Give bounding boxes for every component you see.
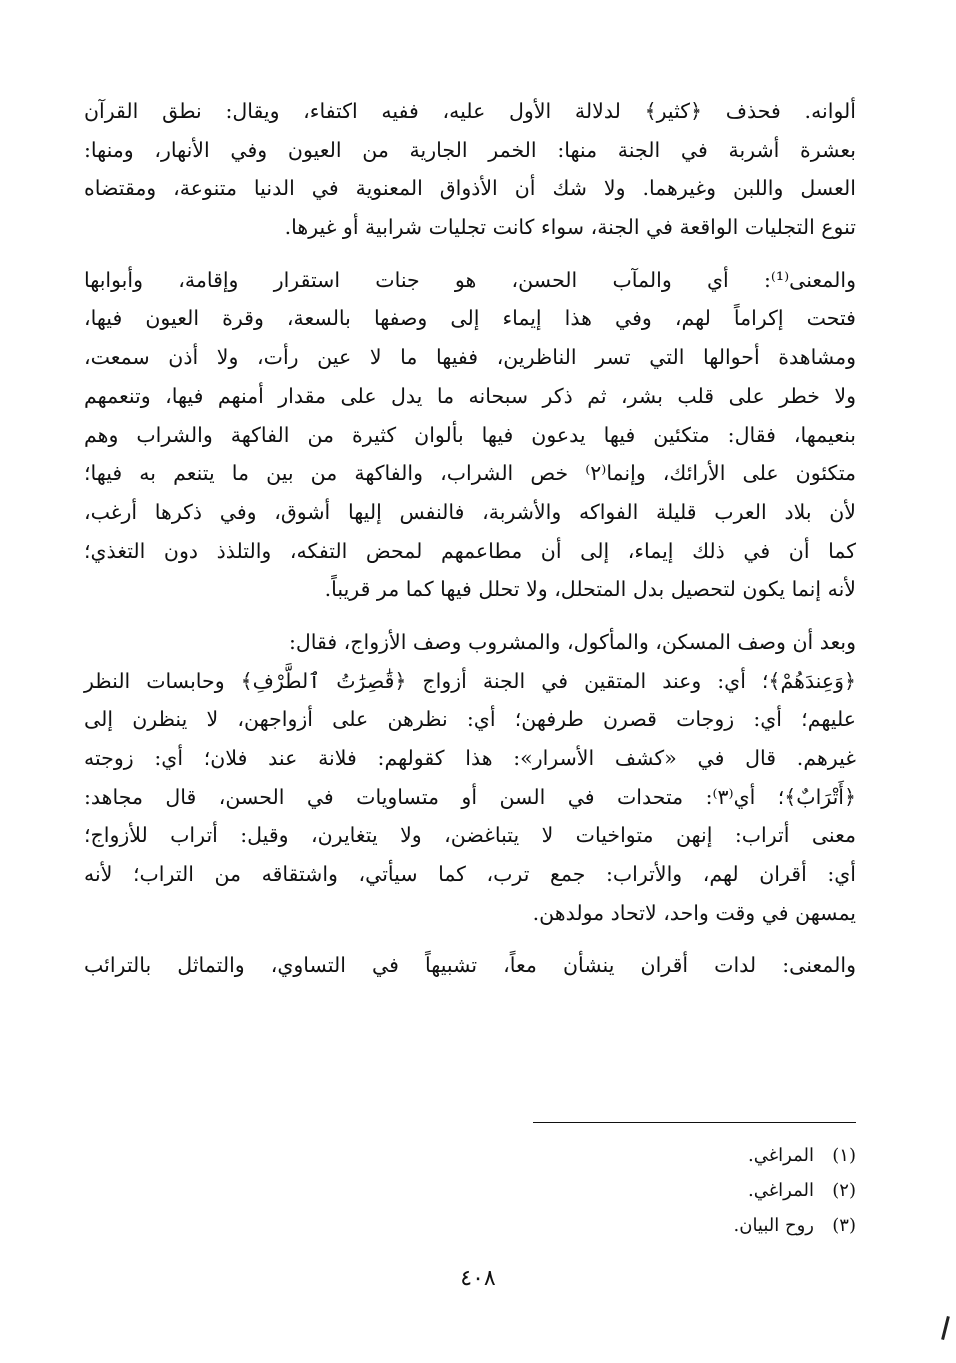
text-line: كما أن في ذلك إيماء، إلى أن مطاعمهم لمحض التفكه، والتلذذ دون التغذي؛ — [84, 538, 856, 563]
paragraph-4 — [84, 946, 856, 985]
text-line: وبعد أن وصف المسكن، والمأكول، والمشروب وصف الأزواج، فقال: — [288, 629, 856, 654]
footnote-text: روح البيان. — [733, 1215, 814, 1236]
text-line: ﴿وَعِندَهُمْ﴾؛ أي: وعند المتقين في الجنة أزواج ﴿قَٰصِرَٰتُ ٱلطَّرْفِ﴾ وحابسات النظر — [84, 668, 856, 693]
text-line: ألوانه. فحذف ﴿كثير﴾ لدلالة الأول عليه، ففيه اكتفاء، ويقال: نطق القرآن — [84, 99, 856, 123]
text-line: ولا خطر على قلب بشر، ثم ذكر سبحانه ما يدل على مقدار أمنهم فيها، وتنعمهم — [84, 383, 856, 408]
footnote-number: (١) — [832, 1145, 856, 1166]
text-line: فتحت إكراماً لهم، وفي هذا إيماء إلى وصفها بالسعة، وقرة العيون فيها، — [84, 306, 856, 331]
text-line: لأنه إنما يكون لتحصيل بدل المتحلل، ولا تحلل فيها كما مر قريباً. — [324, 577, 856, 602]
text-line: والمعنى⁽¹⁾: أي والمآب الحسن، هو جنات استقرار وإقامة، وأبوابها — [84, 267, 856, 292]
text-line: والمعنى: لدات أقران ينشأن معاً، تشبيهاً في التساوي، والتماثل بالترائب — [84, 953, 856, 978]
footnote-item — [456, 1208, 856, 1243]
text-line: بعشرة أشربة في الجنة منها: الخمر الجارية من العيون وفي الأنهار، ومنها: — [84, 137, 856, 162]
page-number: ٤٠٨ — [460, 1266, 496, 1291]
footnote-number: (٢) — [832, 1180, 856, 1201]
paragraph-1 — [84, 92, 856, 247]
footnotes — [456, 1138, 856, 1243]
text-line: لأن بلاد العرب قليلة الفواكه والأشربة، فالنفس إليها أشوق، وفي ذكرها أرغب، — [84, 499, 856, 524]
text-line: معنى أتراب: إنهن متواخيات لا يتباغضن، ولا يتغايرن، وقيل: أتراب للأزواج؛ — [84, 823, 856, 848]
text-line: غيرهم. قال في «كشف الأسرار»: هذا كقولهم: فلانة عند فلان؛ أي: زوجته — [84, 746, 856, 770]
text-line: ومشاهدة أحوالها التي تسر الناظرين، ففيها ما لا عين رأت، ولا أذن سمعت، — [84, 345, 856, 370]
paragraph-2 — [84, 261, 856, 609]
text-line: العسل واللبن وغيرهما. ولا شك أن الأذواق المعنوية في الدنيا متنوعة، ومقتضاه — [84, 176, 856, 201]
footnote-text: المراغي. — [748, 1180, 814, 1201]
page-body — [84, 92, 856, 999]
scan-edge-mark — [941, 1316, 950, 1340]
footnote-divider — [533, 1122, 856, 1123]
text-line: تنوع التجليات الواقعة في الجنة، سواء كانت تجليات شرابية أو غيرها. — [284, 215, 856, 240]
footnote-item — [456, 1173, 856, 1208]
text-line: متكئون على الأرائك، وإنما⁽٢⁾ خص الشراب، والفاكهة من بين ما يتنعم به فيها؛ — [84, 461, 856, 486]
footnote-item — [456, 1138, 856, 1173]
text-line: يمسهن في وقت واحد، لاتحاد مولدهن. — [532, 900, 856, 925]
text-line: عليهم؛ أي: زوجات قصرن طرفهن؛ أي: نظرهن على أزواجهن، لا ينظرن إلى — [84, 707, 856, 732]
footnote-number: (٣) — [832, 1215, 856, 1236]
footnote-text: المراغي. — [748, 1145, 814, 1166]
text-line: أي: أقران لهم، والأتراب: جمع ترب، كما سيأتي، واشتقاقه من التراب؛ لأنه — [84, 862, 856, 887]
paragraph-3 — [84, 623, 856, 933]
text-line: ﴿أَتْرَابٌ﴾؛ أي⁽٣⁾: متحدات في السن أو متساويات في الحسن، قال مجاهد: — [84, 784, 856, 809]
text-line: بنعيمها، فقال: متكئين فيها يدعون فيها بألوان كثيرة من الفاكهة والشراب وهم — [84, 422, 856, 447]
